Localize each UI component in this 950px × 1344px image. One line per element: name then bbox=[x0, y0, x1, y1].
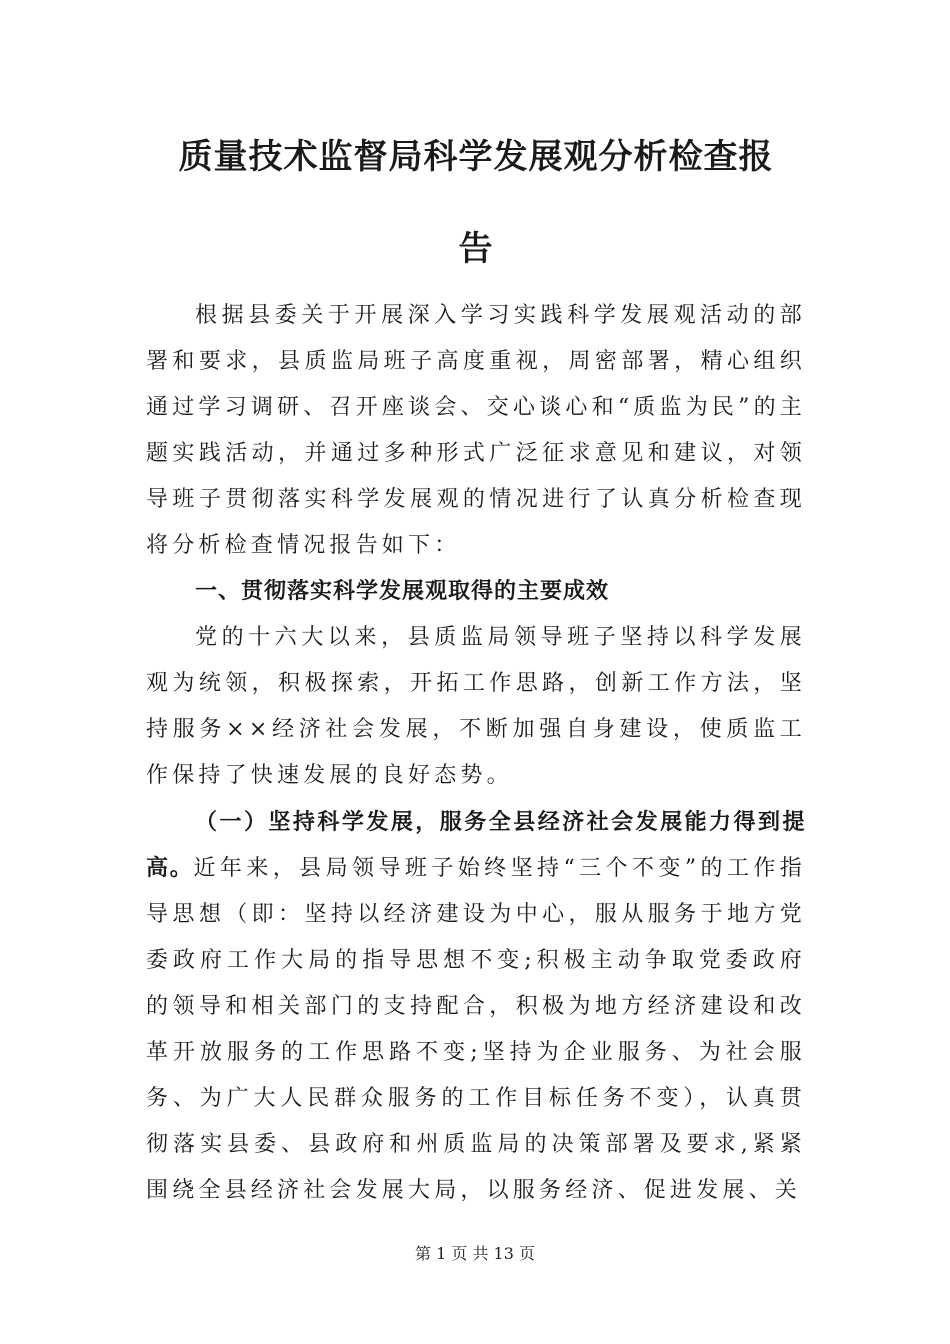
subsection-1-lead: （一）坚持科学发展，服务全县经济社会发展能力得到提高。 bbox=[146, 810, 806, 881]
subsection-1-paragraph bbox=[146, 800, 806, 1214]
section-heading-1: 一、贯彻落实科学发展观取得的主要成效 bbox=[195, 579, 610, 604]
page-number-footer: 第 1 页 共 13 页 bbox=[415, 1244, 535, 1263]
intro-paragraph: 根据县委关于开展深入学习实践科学发展观活动的部署和要求，县质监局班子高度重视，周密部署，精心组织通过学习调研、召开座谈会、交心谈心和“质监为民”的主题实践活动，并通过多种形式广泛征求意见和建议，对领导班子贯彻落实科学发展观的情况进行了认真分析检查现将分析检查情况报告如下： bbox=[146, 303, 806, 558]
document-title-line-2: 告 bbox=[458, 229, 494, 269]
section-1-paragraph: 党的十六大以来，县质监局领导班子坚持以科学发展观为统领，积极探索，开拓工作思路，创新工作方法，坚持服务××经济社会发展，不断加强自身建设，使质监工作保持了快速发展的良好态势。 bbox=[146, 625, 806, 788]
document-title-line-1: 质量技术监督局科学发展观分析检查报 bbox=[178, 137, 774, 177]
subsection-1-body: 近年来，县局领导班子始终坚持“三个不变”的工作指导思想（即：坚持以经济建设为中心，服从服务于地方党委政府工作大局的指导思想不变;积极主动争取党委政府的领导和相关部门的支持配合，积极为地方经济建设和改革开放服务的工作思路不变;坚持为企业服务、为社会服务、为广大人民群众服务的工作目标任务不变），认真贯彻落实县委、县政府和州质监局的决策部署及要求,紧紧围绕全县经济社会发展大局，以服务经济、促进发展、关 bbox=[146, 856, 806, 1203]
